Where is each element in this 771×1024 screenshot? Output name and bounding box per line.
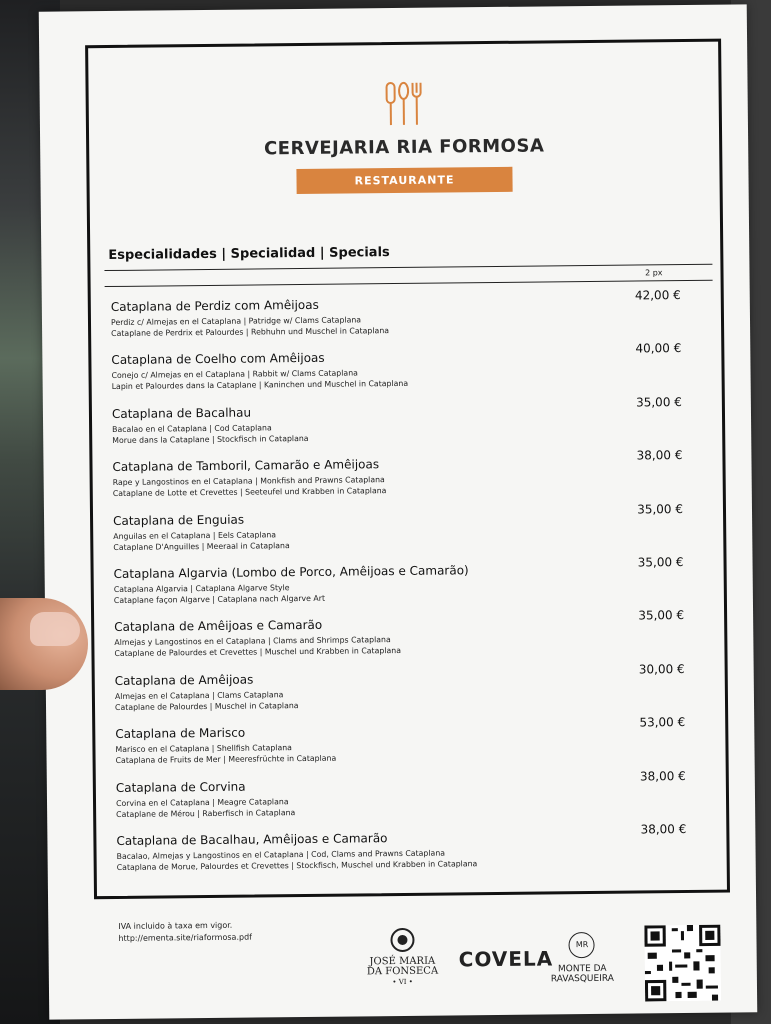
item-price: 42,00 € [634, 288, 681, 303]
menu-item [111, 341, 682, 406]
item-price: 35,00 € [638, 608, 685, 623]
vat-note: IVA incluido à taxa em vigor. [118, 920, 233, 931]
menu-item [115, 768, 687, 837]
menu-item [114, 661, 686, 730]
qr-code-icon[interactable] [644, 925, 721, 1002]
divider [104, 264, 712, 271]
item-desc: Almejas y Langostinos en el Cataplana | Clams and Shrimps Cataplana Cataplane de Palourdes et Crevettes | Muschel und Krabben in Cataplana [114, 635, 402, 659]
item-name: Cataplana Algarvia (Lombo de Porco, Amêijoas e Camarão) [113, 563, 469, 581]
item-name: Cataplana de Amêijoas e Camarão [114, 618, 323, 635]
menu-item [113, 554, 685, 623]
partner-monte-da-ravasqueira: MR MONTE DA RAVASQUEIRA [550, 932, 614, 985]
item-desc: Bacalao, Almejas y Langostinos en el Cataplana | Cod, Clams and Prawns Cataplana Cataplana de Morue, Palourdes et Crevettes | Stockfisch, Muschel und Krabben in Cataplana [116, 848, 478, 872]
footer-note [118, 920, 252, 945]
item-desc: Bacalao en el Cataplana | Cod Cataplana Morue dans la Cataplane | Stockfisch in Cataplana [112, 423, 309, 445]
mr-badge-icon: MR [569, 932, 595, 958]
item-name: Cataplana de Perdiz com Amêijoas [110, 297, 319, 314]
item-price: 30,00 € [638, 661, 685, 677]
item-desc: Rape y Langostinos en el Cataplana | Monkfish and Prawns Cataplana Cataplane de Lotte et Crevettes | Seeteufel und Krabben in Cataplana [112, 475, 387, 499]
item-name: Cataplana de Corvina [115, 779, 246, 795]
restaurant-subtitle: RESTAURANTE [296, 167, 512, 194]
item-desc: Anguilas en el Cataplana | Eels Cataplana Cataplane D'Anguilles | Meeraal in Cataplana [113, 529, 290, 552]
item-name: Cataplana de Enguias [113, 512, 245, 528]
item-price: 38,00 € [636, 448, 683, 463]
restaurant-name: CERVEJARIA RIA FORMOSA [263, 135, 545, 160]
cutlery-icon [383, 81, 423, 127]
item-name: Cataplana de Tamboril, Camarão e Amêijoas [112, 457, 380, 475]
menu-item [116, 821, 687, 887]
item-price: 53,00 € [639, 715, 686, 730]
menu-item [113, 501, 684, 570]
item-name: Cataplana de Bacalhau, Amêijoas e Camarão [116, 831, 388, 848]
item-price: 35,00 € [635, 394, 682, 410]
partner-jose-maria-da-fonseca: JOSÉ MARIA DA FONSECA • VI • [366, 926, 438, 988]
menu-frame [85, 39, 730, 900]
portion-label: 2 px [645, 268, 663, 278]
divider [105, 280, 713, 287]
item-desc: Perdiz c/ Almejas en el Cataplana | Patridge w/ Clams Cataplana Cataplane de Perdrix et Palourdes | Rebhuhn und Muschel in Cataplana [110, 315, 390, 338]
menu-items [110, 288, 687, 887]
menu-item [112, 448, 683, 513]
logo [89, 78, 720, 197]
item-desc: Marisco en el Cataplana | Shellfish Cataplana Cataplana de Fruits de Mer | Meeresfrüchte in Cataplana [115, 743, 337, 766]
menu-item [110, 288, 682, 356]
menu-item [114, 608, 685, 673]
item-name: Cataplana de Marisco [115, 725, 246, 742]
item-name: Cataplana de Amêijoas [114, 672, 254, 688]
item-name: Cataplana de Bacalhau [111, 405, 252, 421]
item-price: 35,00 € [637, 501, 684, 517]
item-price: 38,00 € [640, 821, 687, 837]
partner-covela: COVELA [458, 946, 554, 972]
fingernail [30, 612, 80, 646]
item-desc: Conejo c/ Almejas en el Cataplana | Rabbit w/ Clams Cataplana Lapin et Palourdes dans la Cataplane | Kaninchen und Muschel in Cataplana [111, 368, 409, 392]
item-desc: Almejas en el Cataplana | Clams Cataplana Cataplane de Palourdes | Muschel in Cataplana [114, 689, 299, 712]
item-desc: Cataplana Algarvia | Cataplana Algarve Style Cataplane façon Algarve | Cataplana nach Algarve Art [113, 583, 326, 605]
item-price: 35,00 € [637, 554, 684, 570]
item-price: 38,00 € [639, 768, 686, 783]
item-desc: Corvina en el Cataplana | Meagre Cataplana Cataplane de Mérou | Raberfisch in Cataplana [115, 796, 296, 819]
menu-url[interactable]: http://ementa.site/riaformosa.pdf [118, 932, 252, 943]
section-title: Especialidades | Specialidad | Specials [108, 245, 390, 264]
crest-icon [388, 926, 416, 954]
item-name: Cataplana de Coelho com Amêijoas [111, 351, 325, 368]
menu-item [111, 394, 683, 463]
menu-item [115, 715, 686, 780]
item-price: 40,00 € [635, 341, 682, 356]
menu-sheet [39, 4, 758, 1019]
